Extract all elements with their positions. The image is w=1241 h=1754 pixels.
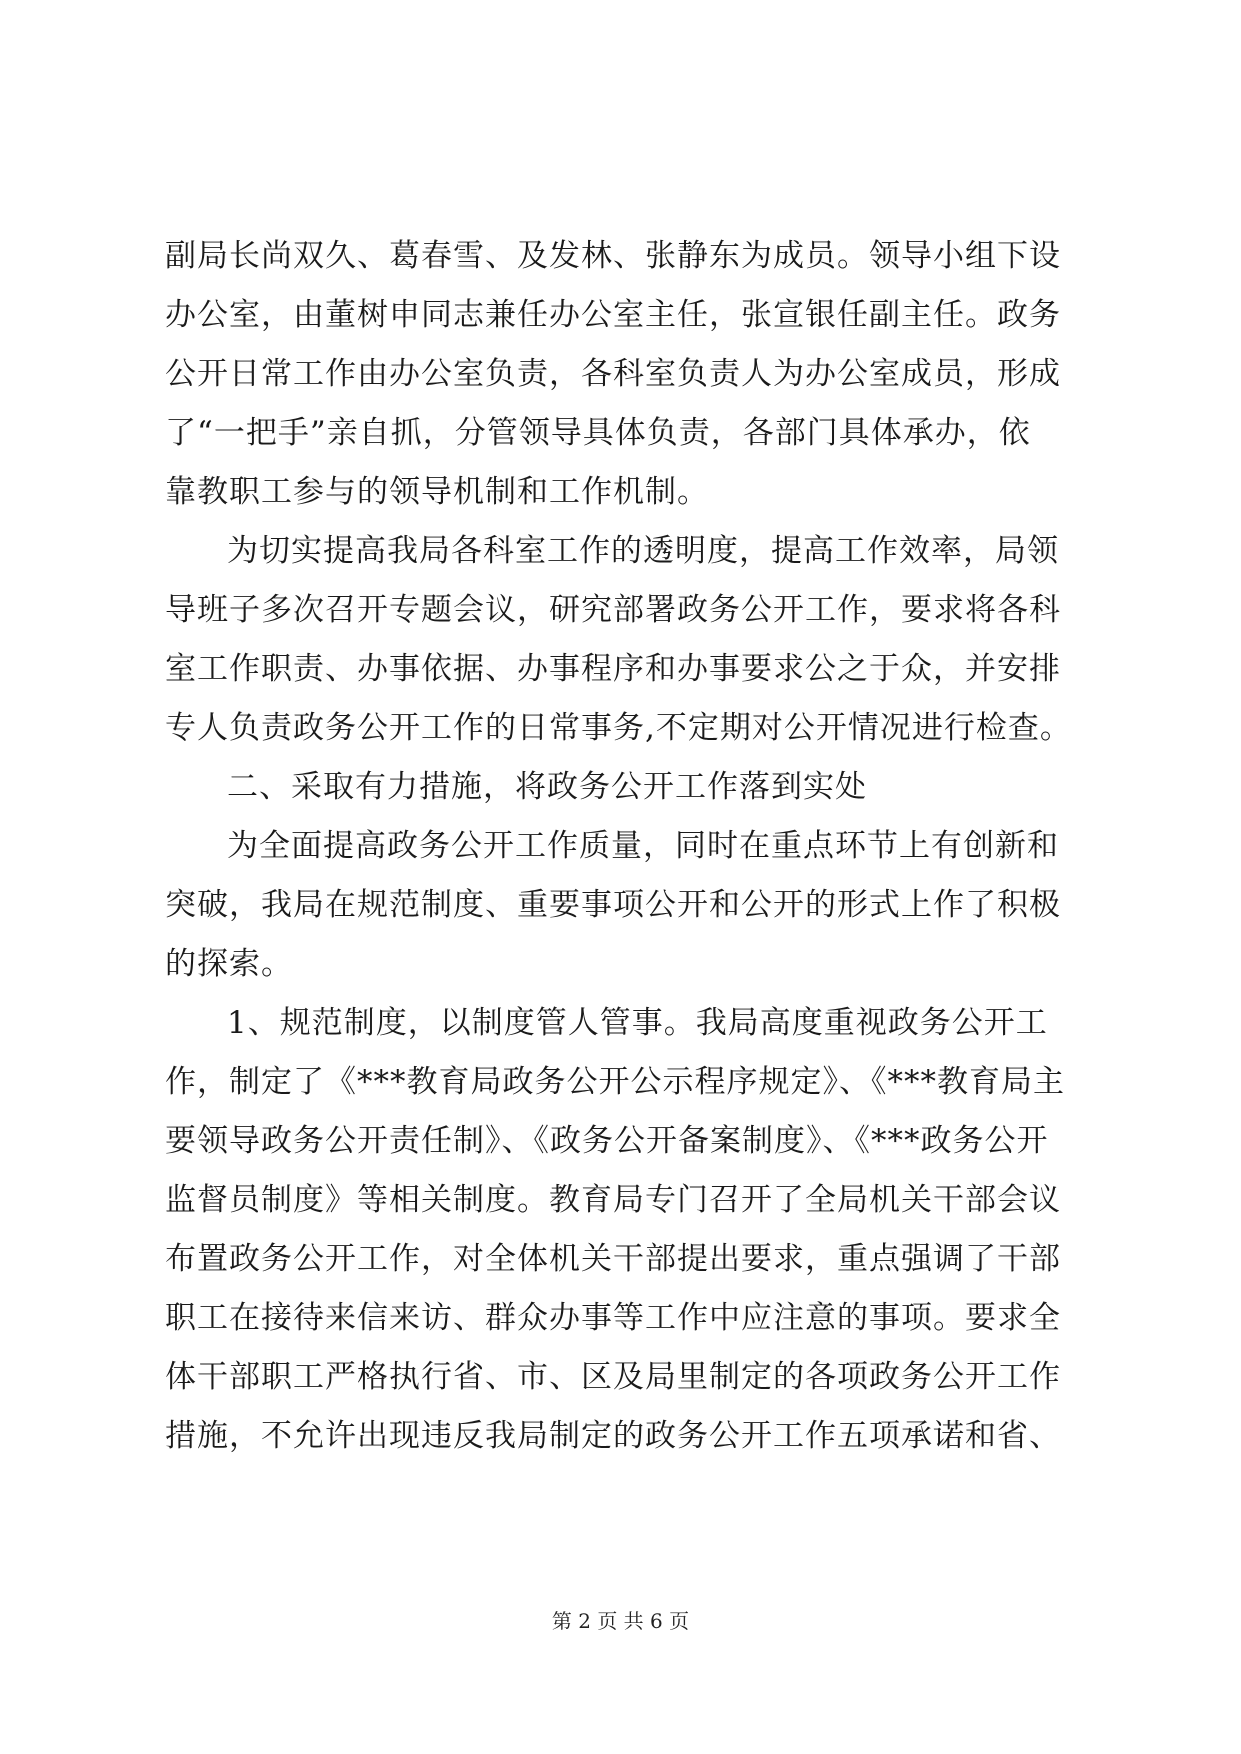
text-line: 布置政务公开工作，对全体机关干部提出要求，重点强调了干部 [165, 1241, 1061, 1277]
text-line: 靠教职工参与的领导机制和工作机制。 [165, 474, 709, 510]
text-line: 室工作职责、办事依据、办事程序和办事要求公之于众，并安排 [165, 651, 1061, 687]
text-line: 的探索。 [165, 946, 293, 982]
text-line: 突破，我局在规范制度、重要事项公开和公开的形式上作了积极 [165, 887, 1061, 923]
text-line: 了“一把手”亲自抓，分管领导具体负责，各部门具体承办，依 [165, 415, 1031, 451]
text-line: 导班子多次召开专题会议，研究部署政务公开工作，要求将各科 [165, 592, 1061, 628]
text-line: 副局长尚双久、葛春雪、及发林、张静东为成员。领导小组下设 [165, 238, 1061, 274]
text-line: 职工在接待来信来访、群众办事等工作中应注意的事项。要求全 [165, 1300, 1061, 1336]
text-line: 专人负责政务公开工作的日常事务,不定期对公开情况进行检查。 [165, 710, 1072, 746]
text-line: 措施，不允许出现违反我局制定的政务公开工作五项承诺和省、 [165, 1418, 1061, 1454]
text-line: 作，制定了《***教育局政务公开公示程序规定》、《***教育局主 [165, 1064, 1065, 1100]
text-line: 公开日常工作由办公室负责，各科室负责人为办公室成员，形成 [165, 356, 1061, 392]
section-heading: 二、采取有力措施，将政务公开工作落到实处 [227, 769, 867, 805]
text-line: 要领导政务公开责任制》、《政务公开备案制度》、《***政务公开 [165, 1123, 1049, 1159]
text-line: 监督员制度》等相关制度。教育局专门召开了全局机关干部会议 [165, 1182, 1061, 1218]
text-line: 办公室，由董树申同志兼任办公室主任，张宣银任副主任。政务 [165, 297, 1061, 333]
paragraph-first-line: 为全面提高政务公开工作质量，同时在重点环节上有创新和 [227, 828, 1059, 864]
text-line: 体干部职工严格执行省、市、区及局里制定的各项政务公开工作 [165, 1359, 1061, 1395]
paragraph-first-line: 1、规范制度，以制度管人管事。我局高度重视政务公开工 [227, 1005, 1048, 1041]
page-footer: 第 2 页 共 6 页 [551, 1609, 690, 1633]
paragraph-first-line: 为切实提高我局各科室工作的透明度，提高工作效率，局领 [227, 533, 1059, 569]
